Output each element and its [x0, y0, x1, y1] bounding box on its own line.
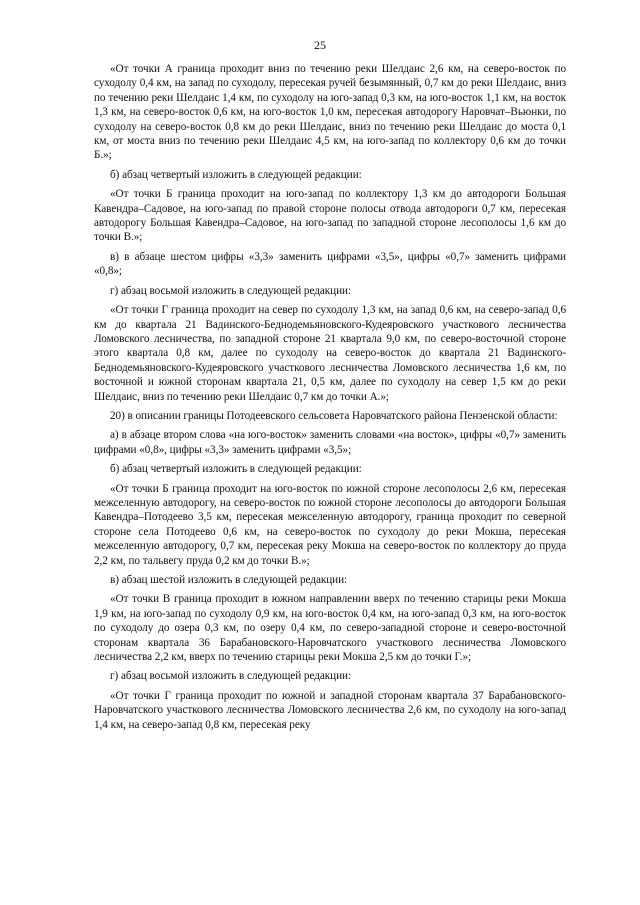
paragraph-boundary-point-a: «От точки А граница проходит вниз по течению реки Шелдаис 2,6 км, на северо-восток по суходолу 0,4 км, на запад по суходолу, пересекая ручей безымянный, 0,7 км до реки Шелдаис, вниз по течению реки Шелдаис 1,4 км, по суходолу на юго-запад 0,3 км, на юго-восток 1,1 км, на восток 1,3 км, на северо-восток 0,6 км, на юго-восток 1,0 км, пересекая автодорогу Наровчат–Вьюнки, по суходолу на северо-восток 0,8 км до реки Шелдаис, вниз по течению реки Шелдаис до моста 0,1 км, от моста вниз по течению реки Шелдаис 4,5 км, на юго-запад по коллектору 0,6 км до точки Б.»;	[94, 63, 566, 162]
paragraph-amendment-g: г) абзац восьмой изложить в следующей редакции:	[110, 284, 352, 297]
paragraph-amendment-b-2: б) абзац четвертый изложить в следующей редакции:	[110, 463, 362, 476]
paragraph-amendment-g-2: г) абзац восьмой изложить в следующей редакции:	[110, 670, 352, 683]
paragraph-boundary-point-b-2: «От точки Б граница проходит на юго-восток по южной стороне лесополосы 2,6 км, пересекая межселенную автодорогу, на северо-восток по южной стороне лесополосы до автодороги Большая Кавендра–Потодеево 3,5 км, пересекая межселенную автодорогу, граница проходит по северной стороне села Потодеево 0,6 км, на северо-восток по суходолу до реки Мокша, пересекая межселенную автодорогу, 0,7 км, пересекая реку Мокша на северо-восток по коллектору до пруда 2,2 км, по тальвегу пруда 0,2 км до точки В.»;	[94, 482, 566, 567]
paragraph-item-20: 20) в описании границы Потодеевского сельсовета Наровчатского района Пензенской области:	[110, 409, 558, 422]
paragraph-boundary-point-g: «От точки Г граница проходит на север по суходолу 1,3 км, на запад 0,6 км, на северо-запад 0,6 км до квартала 21 Вадинского-Беднодемьяновского-Кудеяровского участкового лесничества Ломовского лесничества, по западной стороне 21 квартала 9,0 км, по северо-восточной стороне этого квартала 0,8 км, далее по суходолу на северо-восток до квартала 21 Вадинского-Беднодемьяновского-Кудеяровского участкового лесничества Ломовского лесничества 1,6 км, по восточной и южной сторонам квартала 21, 0,5 км, далее по суходолу на север 1,5 км до реки Шелдаис, вниз по течению реки Шелдаис 0,7 км до точки А.»;	[94, 304, 566, 403]
paragraph-amendment-b: б) абзац четвертый изложить в следующей редакции:	[110, 168, 362, 181]
document-body	[94, 62, 566, 732]
paragraph-amendment-a: а) в абзаце втором слова «на юго-восток» заменить словами «на восток», цифры «0,7» заменить цифрами «0,8», цифры «3,3» заменить цифрами «3,5»;	[94, 429, 566, 456]
paragraph-boundary-point-v: «От точки В граница проходит в южном направлении вверх по течению старицы реки Мокша 1,9 км, на юго-запад по суходолу 0,9 км, на юго-восток 0,4 км, на юго-запад 0,3 км, на юго-восток по суходолу до озера 0,3 км, по озеру 0,4 км, по северо-западной стороне и северо-восточной сторонам квартала 36 Барабановского-Наровчатского участкового лесничества Ломовского лесничества 2,2 км, вверх по течению старицы реки Мокша 2,5 км до точки Г.»;	[94, 593, 566, 664]
page-number: 25	[314, 38, 326, 52]
paragraph-boundary-point-b: «От точки Б граница проходит на юго-запад по коллектору 1,3 км до автодороги Большая Кавендра–Садовое, на юго-запад по правой стороне полосы отвода автодороги 0,7 км, пересекая автодорогу Большая Кавендра–Садовое, на юго-запад по западной стороне лесополосы 1,6 км до точки В.»;	[94, 188, 566, 244]
paragraph-amendment-v: в) в абзаце шестом цифры «3,3» заменить цифрами «3,5», цифры «0,7» заменить цифрами «0,8»;	[94, 250, 566, 278]
paragraph-amendment-v-2: в) абзац шестой изложить в следующей редакции:	[110, 574, 348, 586]
paragraph-boundary-point-g-2: «От точки Г граница проходит по южной и западной сторонам квартала 37 Барабановского-Наровчатского участкового лесничества Ломовского лесничества 2,6 км, по суходолу на юго-запад 1,4 км, на северо-запад 0,8 км, пересекая реку	[94, 689, 566, 731]
